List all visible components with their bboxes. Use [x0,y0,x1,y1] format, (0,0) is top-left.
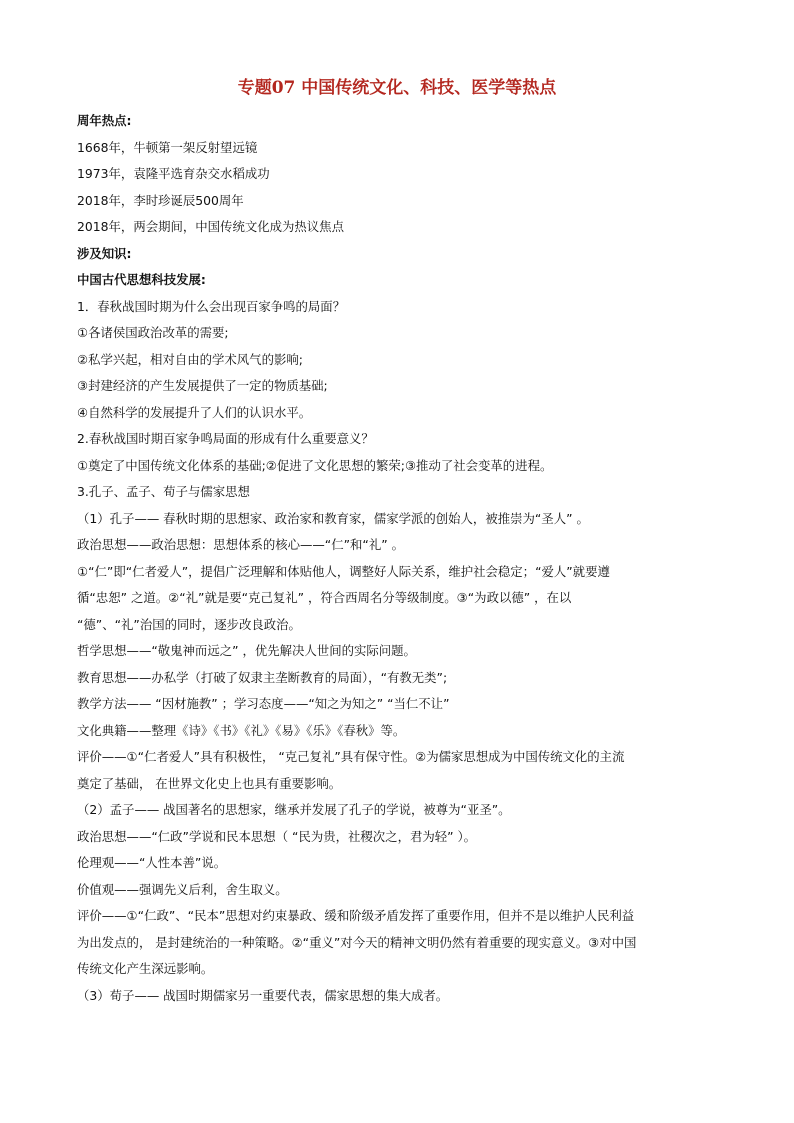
section-heading: 中国古代思想科技发展: [77,272,206,287]
text-line: ④自然科学的发展提升了人们的认识水平。 [77,404,312,420]
text-line: （1）孔子—— 春秋时期的思想家、政治家和教育家，儒家学派的创始人，被推崇为“圣人” 。 [77,510,589,526]
text-line: （3）荀子—— 战国时期儒家另一重要代表，儒家思想的集大成者。 [77,987,449,1003]
text-line: ②私学兴起，相对自由的学术风气的影响; [77,351,303,367]
text-line: 哲学思想——“敬鬼神而远之” ，优先解决人世间的实际问题。 [77,643,416,658]
text-line: “德”、“礼”治国的同时，逐步改良政治。 [77,616,301,632]
section-heading: 涉及知识: [77,245,132,261]
text-line: 政治思想——“仁政”学说和民本思想（ “民为贵，社稷次之，君为轻” ）。 [77,828,477,844]
text-line: 2018年，李时珍诞辰500周年 [77,192,244,208]
text-line: 评价——①“仁政”、“民本”思想对约束暴政、缓和阶级矛盾发挥了重要作用，但并不是以维护人民利益 [77,908,635,923]
text-line: 价值观——强调先义后利，舍生取义。 [77,881,288,897]
text-line: 循“忠恕” 之道。②“礼”就是要“克己复礼” ，符合西周名分等级制度。③“为政以德” ，在以 [77,590,572,605]
text-line: 政治思想——政治思想：思想体系的核心——“仁”和“礼” 。 [77,537,404,552]
section-heading: 周年热点: [77,113,132,128]
text-line: 1973年，袁隆平选育杂交水稻成功 [77,166,270,181]
text-line: 1．春秋战国时期为什么会出现百家争鸣的局面？ [77,298,346,314]
text-line: 为出发点的， 是封建统治的一种策略。②“重义”对今天的精神文明仍然有着重要的现实意义。③对中国 [77,934,637,950]
text-line: 伦理观——“人性本善”说。 [77,855,227,870]
text-line: ①“仁”即“仁者爱人”，提倡广泛理解和体贴他人，调整好人际关系，维护社会稳定；“爱人”就要遵 [77,563,610,579]
text-line: 文化典籍——整理《诗》《书》《礼》《易》《乐》《春秋》等。 [77,722,406,738]
text-line: （2）孟子—— 战国著名的思想家，继承并发展了孔子的学说，被尊为“亚圣”。 [77,802,511,817]
text-line: 3.孔子、孟子、荀子与儒家思想 [77,484,250,499]
text-line: 教学方法—— “因材施教” ；学习态度——“知之为知之” “当仁不让” [77,696,450,711]
text-line: ①各诸侯国政治改革的需要; [77,325,229,340]
text-line: 教育思想——办私学（打破了奴隶主垄断教育的局面），“有教无类”; [77,669,448,685]
page-title: 专题07 中国传统文化、科技、医学等热点 [237,78,557,98]
text-line: 传统文化产生深远影响。 [77,961,214,976]
text-line: 2018年，两会期间，中国传统文化成为热议焦点 [77,219,344,234]
text-line: 评价——①“仁者爱人”具有积极性， “克己复礼”具有保守性。②为儒家思想成为中国传统文化的主流 [77,749,625,764]
text-line: 2.春秋战国时期百家争鸣局面的形成有什么重要意义？ [77,431,374,446]
text-line: 1668年，牛顿第一架反射望远镜 [77,139,258,155]
text-line: 奠定了基础， 在世界文化史上也具有重要影响。 [77,775,342,791]
document-body [77,108,719,1009]
text-line: ①奠定了中国传统文化体系的基础;②促进了文化思想的繁荣;③推动了社会变革的进程。 [77,457,553,473]
text-line: ③封建经济的产生发展提供了一定的物质基础; [77,378,328,393]
